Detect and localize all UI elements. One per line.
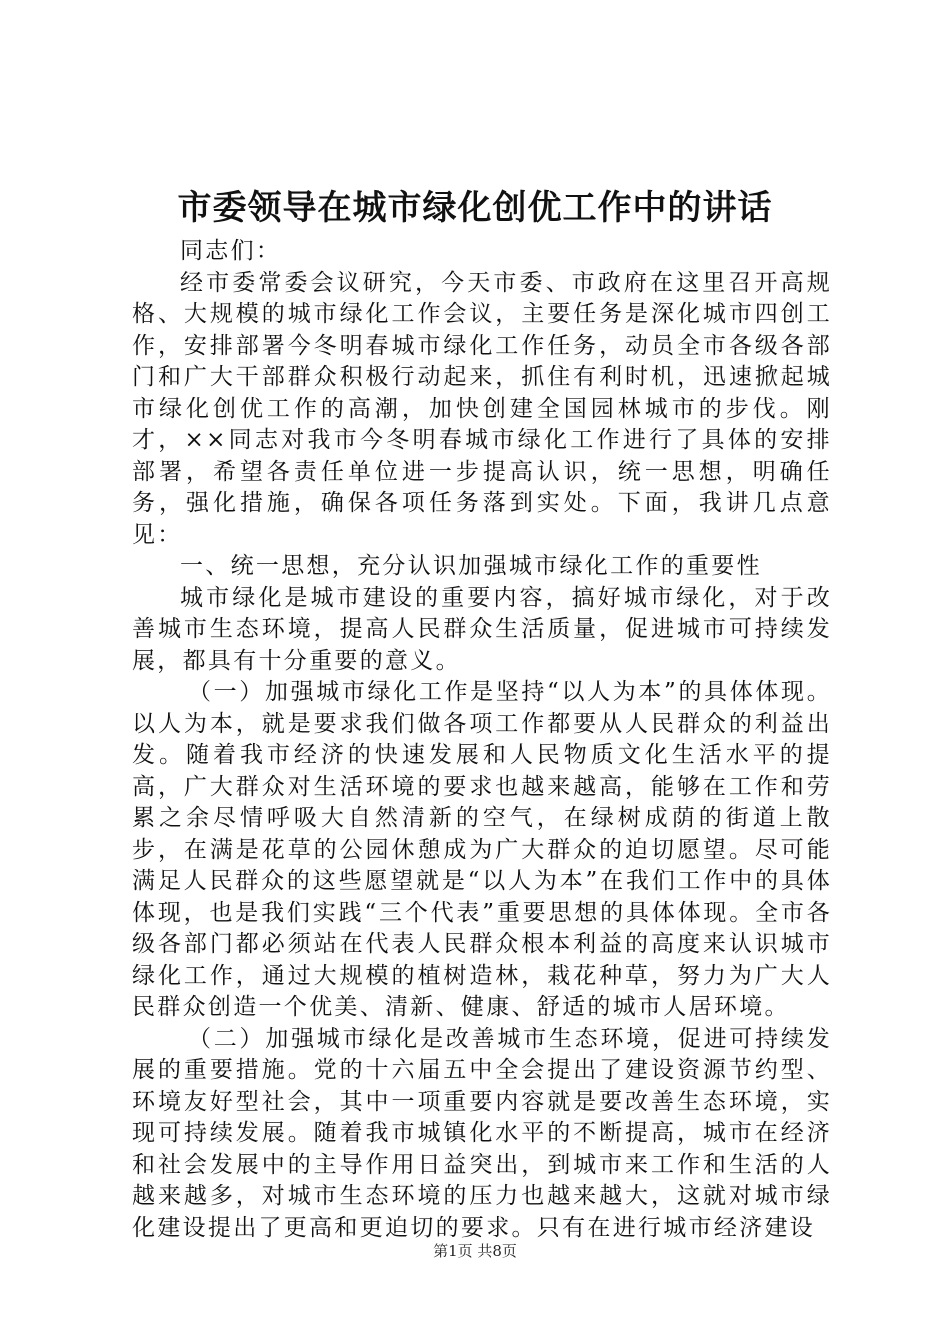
document-body — [132, 236, 832, 1244]
salutation-paragraph: 同志们： — [180, 238, 282, 264]
page-number-footer: 第1页 共8页 — [433, 1242, 517, 1260]
intro-paragraph: 经市委常委会议研究，今天市委、市政府在这里召开高规格、大规模的城市绿化工作会议，主要任务是深化城市四创工作，安排部署今冬明春城市绿化工作任务，动员全市各级各部门和广大干部群众积极行动起来，抓住有利时机，迅速掀起城市绿化创优工作的高潮，加快创建全国园林城市的步伐。刚才，××同志对我市今冬明春城市绿化工作进行了具体的安排部署，希望各责任单位进一步提高认识，统一思想，明确任务，强化措施，确保各项任务落到实处。下面，我讲几点意见： — [132, 269, 832, 548]
document-title: 市委领导在城市绿化创优工作中的讲话 — [177, 188, 773, 228]
subsection-2-paragraph: （二）加强城市绿化是改善城市生态环境，促进可持续发展的重要措施。党的十六届五中全会提出了建设资源节约型、环境友好型社会，其中一项重要内容就是要改善生态环境，实现可持续发展。随着我市城镇化水平的不断提高，城市在经济和社会发展中的主导作用日益突出，到城市来工作和生活的人越来越多，对城市生态环境的压力也越来越大，这就对城市绿化建设提出了更高和更迫切的要求。只有在进行城市经济建设 — [132, 1025, 832, 1241]
subsection-1-paragraph: （一）加强城市绿化工作是坚持“以人为本”的具体体现。以人为本，就是要求我们做各项工作都要从人民群众的利益出发。随着我市经济的快速发展和人民物质文化生活水平的提高，广大群众对生活环境的要求也越来越高，能够在工作和劳累之余尽情呼吸大自然清新的空气，在绿树成荫的街道上散步，在满是花草的公园休憩成为广大群众的迫切愿望。尽可能满足人民群众的这些愿望就是“以人为本”在我们工作中的具体体现，也是我们实践“三个代表”重要思想的具体体现。全市各级各部门都必须站在代表人民群众根本利益的高度来认识城市绿化工作，通过大规模的植树造林，栽花种草，努力为广大人民群众创造一个优美、清新、健康、舒适的城市人居环境。 — [132, 679, 832, 1020]
section-1-paragraph: 城市绿化是城市建设的重要内容，搞好城市绿化，对于改善城市生态环境，提高人民群众生活质量，促进城市可持续发展，都具有十分重要的意义。 — [132, 584, 832, 674]
section-heading-1: 一、统一思想，充分认识加强城市绿化工作的重要性 — [180, 553, 762, 579]
